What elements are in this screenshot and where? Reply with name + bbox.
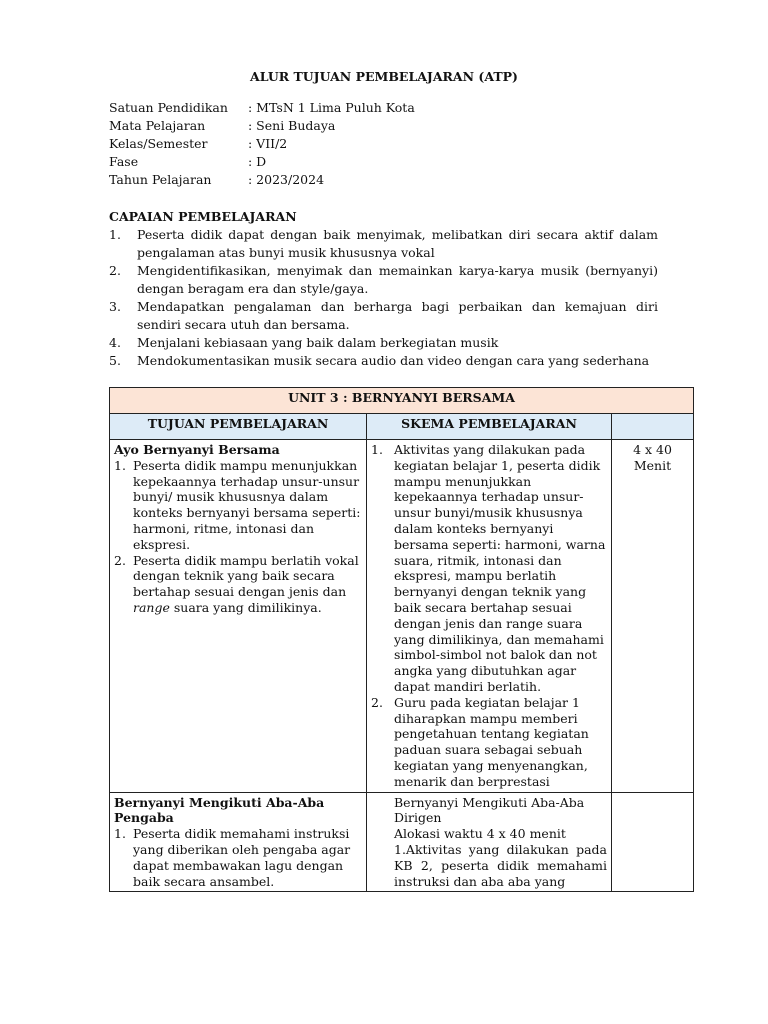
column-header-row	[110, 414, 694, 440]
column-header-time	[612, 414, 694, 440]
time-cell: 4 x 40 Menit	[612, 440, 694, 793]
list-item	[114, 553, 362, 616]
objective-list	[114, 826, 362, 889]
item-text: Guru pada kegiatan belajar 1 diharapkan mampu memberi pengetahuan tentang kegiatan paduan suara sebagai sebuah kegiatan yang menyenangkan, menarik dan berprestasi	[394, 694, 589, 789]
item-number: 2.	[109, 263, 121, 278]
document-title: ALUR TUJUAN PEMBELAJARAN (ATP)	[250, 69, 518, 84]
list-item	[371, 442, 607, 695]
item-number: 3.	[109, 299, 121, 314]
identity-label: Fase	[109, 154, 139, 169]
list-item	[109, 298, 658, 334]
item-text-part: Peserta didik mampu berlatih vokal dengan teknik yang baik secara bertahap sesuai dengan jenis dan	[133, 552, 359, 600]
objective-title: Bernyanyi Mengikuti Aba-Aba Pengaba	[114, 794, 325, 826]
objective-title: Ayo Bernyanyi Bersama	[114, 442, 280, 457]
identity-block	[109, 99, 415, 189]
identity-value: : Seni Budaya	[248, 118, 336, 133]
item-text: Peserta didik memahami instruksi yang diberikan oleh pengaba agar dapat membawakan lagu dengan baik secara ansambel.	[133, 826, 351, 889]
identity-label: Tahun Pelajaran	[109, 172, 212, 187]
atp-table	[109, 387, 694, 892]
item-text: Peserta didik dapat dengan baik menyimak, melibatkan diri secara aktif dalam pengalaman atas bunyi musik khususnya vokal	[137, 227, 658, 260]
scheme-text: 1.Aktivitas yang dilakukan pada KB 2, peserta didik memahami instruksi dan aba aba yang	[394, 841, 607, 889]
item-text: Mengidentifikasikan, menyimak dan memainkan karya-karya musik (bernyanyi) dengan beragam era dan style/gaya.	[137, 263, 658, 296]
item-text: Peserta didik mampu menunjukkan kepekaannya terhadap unsur-unsur bunyi/ musik khususnya dalam konteks bernyanyi bersama seperti: harmoni, ritme, intonasi dan ekspresi.	[133, 457, 361, 552]
item-number: 1.	[371, 442, 383, 457]
identity-row	[109, 153, 415, 171]
identity-label: Satuan Pendidikan	[109, 100, 228, 115]
list-item	[109, 334, 658, 352]
tujuan-cell	[110, 440, 367, 793]
time-cell	[612, 792, 694, 892]
capaian-list	[109, 226, 658, 370]
objective-list	[114, 458, 362, 616]
item-number: 2.	[114, 552, 126, 568]
item-text: Aktivitas yang dilakukan pada kegiatan belajar 1, peserta didik mampu menunjukkan kepekaannya terhadap unsur-unsur bunyi/musik khususnya dalam konteks bernyanyi bersama seperti: harmoni, warna suara, ritmik, intonasi dan ekspresi, mampu berlatih bernyanyi dengan teknik yang baik secara bertahap sesuai dengan jenis dan range suara yang dimilikinya, dan memahami simbol-simbol not balok dan not angka yang dibutuhkan agar dapat mandiri berlatih.	[394, 442, 606, 694]
table-row	[110, 440, 694, 793]
list-item	[114, 826, 362, 889]
scheme-title: Bernyanyi Mengikuti Aba-Aba Dirigen	[394, 794, 585, 826]
scheme-list	[371, 442, 607, 790]
item-text: Mendapatkan pengalaman dan berharga bagi perbaikan dan kemajuan diri sendiri secara utuh dan bersama.	[137, 299, 658, 332]
capaian-heading: CAPAIAN PEMBELAJARAN	[109, 209, 297, 224]
item-number: 2.	[371, 694, 383, 710]
list-item	[109, 226, 658, 262]
item-text: Menjalani kebiasaan yang baik dalam berkegiatan musik	[137, 335, 499, 350]
list-item	[109, 262, 658, 298]
item-number: 5.	[109, 353, 121, 368]
identity-row	[109, 135, 415, 153]
item-text: Mendokumentasikan musik secara audio dan video dengan cara yang sederhana	[137, 353, 650, 368]
item-text	[133, 553, 362, 616]
list-item	[114, 458, 362, 553]
skema-cell	[367, 440, 612, 793]
identity-row	[109, 117, 415, 135]
identity-label: Kelas/Semester	[109, 136, 208, 151]
item-text-part: suara yang dimilikinya.	[169, 599, 322, 615]
item-text-italic: range	[133, 599, 170, 615]
unit-header-row	[110, 388, 694, 414]
identity-value: : D	[248, 154, 267, 169]
item-number: 1.	[114, 457, 126, 473]
item-number: 4.	[109, 335, 121, 350]
identity-value: : 2023/2024	[248, 172, 325, 187]
unit-title: UNIT 3 : BERNYANYI BERSAMA	[110, 388, 694, 414]
tujuan-cell	[110, 792, 367, 892]
column-header-tujuan: TUJUAN PEMBELAJARAN	[110, 414, 367, 440]
list-item	[371, 695, 607, 790]
skema-cell	[367, 792, 612, 892]
identity-label: Mata Pelajaran	[109, 118, 206, 133]
identity-row	[109, 171, 415, 189]
list-item	[109, 352, 658, 370]
identity-row	[109, 99, 415, 117]
identity-value: : VII/2	[248, 136, 288, 151]
scheme-allocation: Alokasi waktu 4 x 40 menit	[394, 826, 566, 842]
item-number: 1.	[114, 826, 126, 842]
identity-value: : MTsN 1 Lima Puluh Kota	[248, 100, 415, 115]
column-header-skema: SKEMA PEMBELAJARAN	[367, 414, 612, 440]
table-row	[110, 792, 694, 892]
item-number: 1.	[109, 227, 121, 242]
